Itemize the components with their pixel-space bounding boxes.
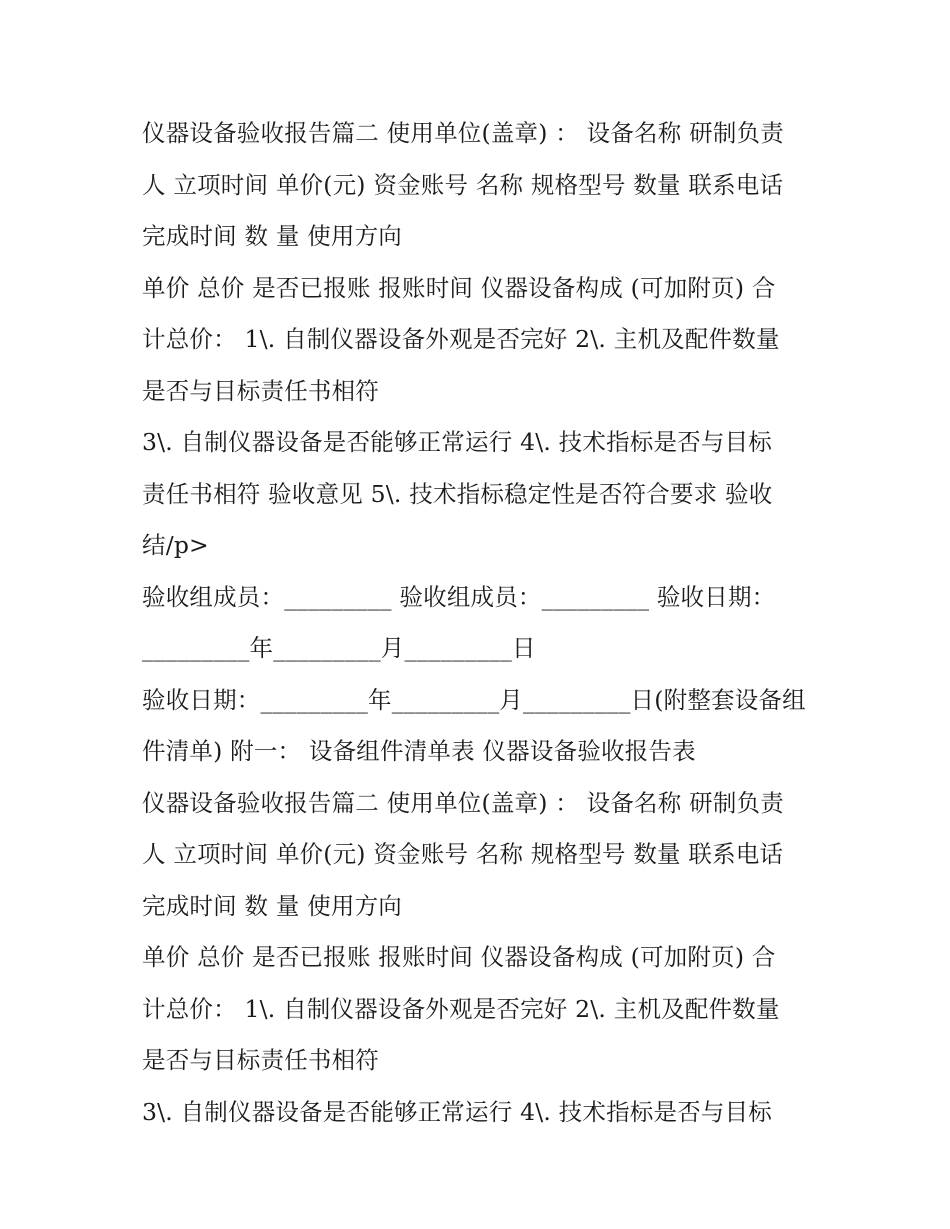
text-line: 计总价： 1\. 自制仪器设备外观是否完好 2\. 主机及配件数量 (142, 994, 780, 1023)
text-line: 完成时间 数 量 使用方向 (142, 222, 403, 250)
document-body (142, 108, 810, 1138)
text-line: 计总价： 1\. 自制仪器设备外观是否完好 2\. 主机及配件数量 (142, 325, 780, 353)
text-line: 单价 总价 是否已报账 报账时间 仪器设备构成 (可加附页) 合 (142, 943, 776, 971)
text-line: 责任书相符 验收意见 5\. 技术指标稳定性是否符合要求 验收 (142, 479, 773, 508)
text-line: 3\. 自制仪器设备是否能够正常运行 4\. 技术指标是否与目标 (142, 1097, 772, 1126)
text-line: 件清单) 附一： 设备组件清单表 仪器设备验收报告表 (142, 737, 696, 765)
text-line: 是否与目标责任书相符 (142, 376, 379, 405)
text-line: 验收日期：_________年_________月_________日(附整套设备组 (142, 685, 806, 714)
text-line: 是否与目标责任书相符 (142, 1046, 379, 1074)
text-line: 3\. 自制仪器设备是否能够正常运行 4\. 技术指标是否与目标 (142, 428, 772, 456)
text-line: 人 立项时间 单价(元) 资金账号 名称 规格型号 数量 联系电话 (142, 170, 784, 199)
text-line: 仪器设备验收报告篇二 使用单位(盖章) ： 设备名称 研制负责 (142, 788, 784, 817)
text-line: 仪器设备验收报告篇二 使用单位(盖章) ： 设备名称 研制负责 (142, 119, 784, 147)
text-line: 完成时间 数 量 使用方向 (142, 891, 403, 920)
text-line: 单价 总价 是否已报账 报账时间 仪器设备构成 (可加附页) 合 (142, 273, 776, 302)
text-line: 人 立项时间 单价(元) 资金账号 名称 规格型号 数量 联系电话 (142, 840, 784, 868)
text-line: 验收组成员：_________ 验收组成员：_________ 验收日期： (142, 582, 776, 611)
text-line: _________年_________月_________日 (142, 634, 536, 662)
text-line: 结/p> (142, 531, 209, 559)
